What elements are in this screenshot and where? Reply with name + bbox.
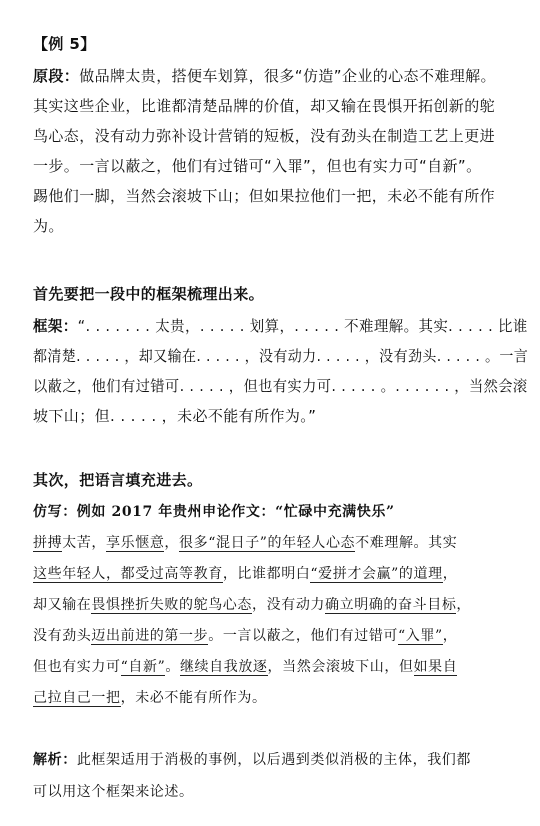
imitation-line: 但也有实力可“自新”。继续自我放逐，当然会滚坡下山，但如果自 (33, 659, 458, 675)
framework-line: 以蔽之，他们有过错可. . . . . ，但也有实力可. . . . . 。. . . . . . ，当然会滚 (33, 377, 528, 395)
original-line: 一步。一言以蔽之，他们有过错可“入罪”，但也有实力可“自新”。 (33, 157, 482, 175)
imitation-line: 却又输在畏惧挫折失败的鸵鸟心态，没有动力确立明确的奋斗目标， (33, 597, 472, 613)
imitation-line: 没有劲头迈出前进的第一步。一言以蔽之，他们有过错可“入罪”， (33, 628, 458, 644)
step1-heading: 首先要把一段中的框架梳理出来。 (33, 285, 265, 303)
framework-line: 都清楚. . . . . ，却又输在. . . . . ，没有动力. . . . . ，没有劲头. . . . . 。一言 (33, 347, 529, 365)
original-line: 鸟心态，没有动力弥补设计营销的短板，没有劲头在制造工艺上更进 (33, 127, 496, 145)
imitation-heading: 仿写：例如 2017 年贵州申论作文：“忙碌中充满快乐” (33, 504, 395, 520)
imitation-line: 这些年轻人，都受过高等教育，比谁都明白“爱拼才会赢”的道理， (33, 566, 458, 582)
example-title: 【例 5】 (33, 35, 96, 53)
original-line: 踢他们一脚，当然会滚坡下山；但如果拉他们一把，未必不能有所作 (33, 187, 496, 205)
original-line: 原段：做品牌太贵，搭便车划算，很多“仿造”企业的心态不难理解。 (33, 67, 496, 85)
original-line: 其实这些企业，比谁都清楚品牌的价值，却又输在畏惧开拓创新的鸵 (33, 97, 496, 115)
step2-heading: 其次，把语言填充进去。 (33, 471, 203, 489)
analysis-line: 解析：此框架适用于消极的事例，以后遇到类似消极的主体，我们都 (33, 752, 472, 768)
original-label: 原段： (33, 67, 80, 85)
imitation-line: 己拉自己一把，未必不能有所作为。 (33, 690, 267, 706)
framework-label: 框架： (33, 317, 78, 335)
imitation-line: 拼搏太苦，享乐惬意，很多“混日子”的年轻人心态不难理解。其实 (33, 535, 458, 551)
analysis-line: 可以用这个框架来论述。 (33, 784, 194, 800)
framework-line: 坡下山；但. . . . . ，未必不能有所作为。” (33, 407, 317, 425)
original-line: 为。 (33, 217, 64, 235)
framework-line: 框架：“. . . . . . . 太贵，. . . . . 划算，. . . . . 不难理解。其实. . . . . 比谁 (33, 317, 528, 335)
analysis-label: 解析： (33, 752, 77, 768)
